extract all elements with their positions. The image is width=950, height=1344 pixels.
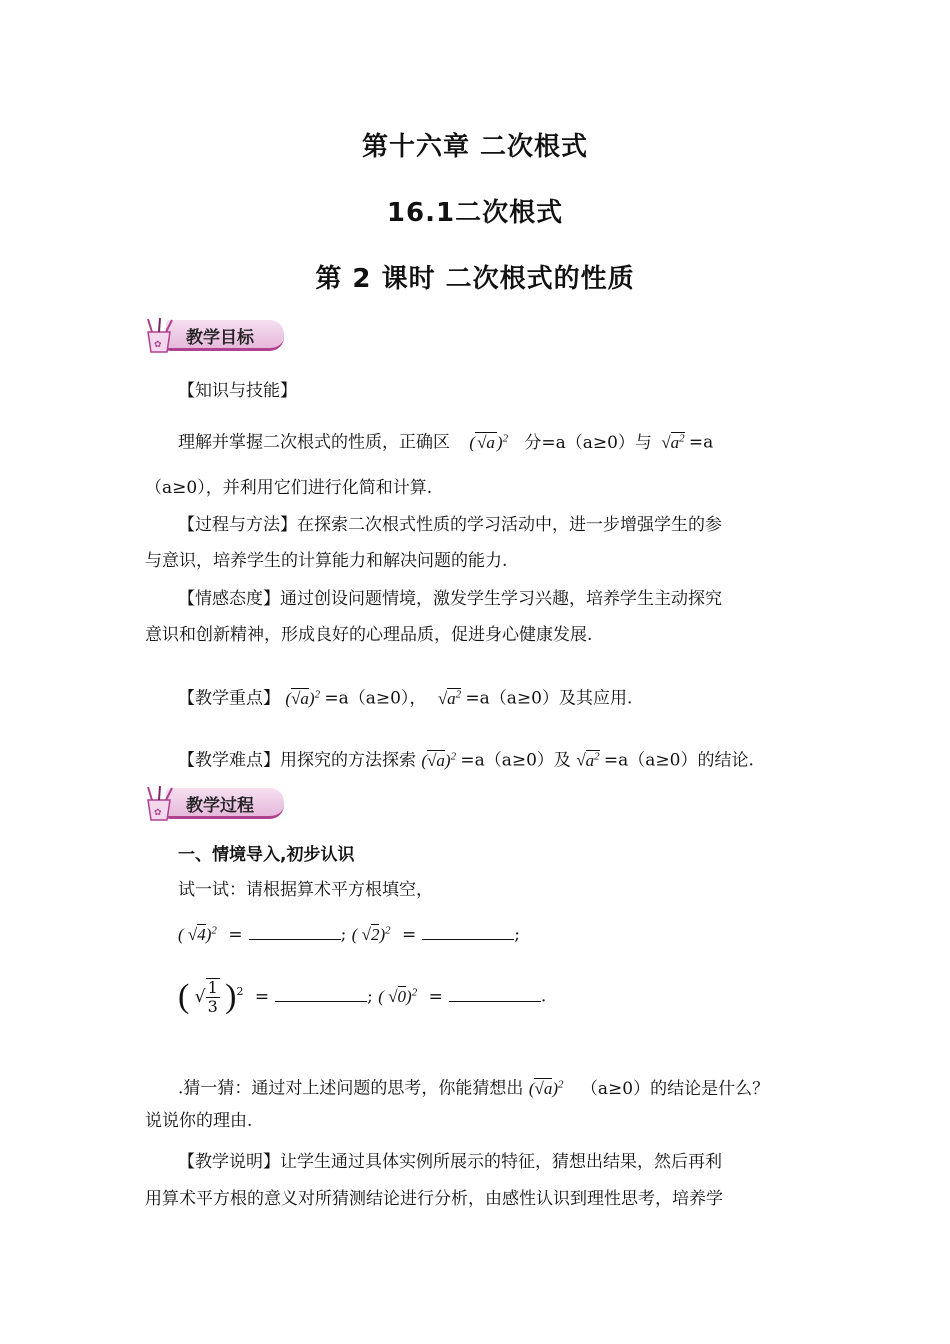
sqrt-a-squared-expr: $(√a)^2$ [421,750,457,770]
svg-text:✿: ✿ [154,808,162,818]
sqrt-2-squared: ( √2)$^2$ [351,924,391,944]
knowledge-line-1: 理解并掌握二次根式的性质，正确区 ( √a )$^2$ 分=a（a≥0）与 $√a^2 =a$ [178,432,714,453]
answer-blank[interactable] [275,985,367,1002]
exercise-row-1: ( √4)$^2$ = ; ( √2)$^2$ = ; [178,924,521,945]
sqrt-of-a-squared-expr: $√a^2$ [437,688,462,708]
sqrt-of-a-squared-expr: $√a^2$ [661,432,685,452]
goals-badge-label: 教学目标 [186,328,254,348]
answer-blank[interactable] [422,923,514,940]
emotion-goal-line-2: 意识和创新精神，形成良好的心理品质，促进身心健康发展. [145,625,593,645]
sqrt-a-squared-expr: $(√a)^2$ [528,1078,564,1098]
sqrt-0-squared: ( √0)$^2$ [378,986,418,1006]
sqrt-a-squared-expr: $(√a)^2$ [285,688,321,708]
sqrt-of-a-squared-expr: $√a^2$ [576,750,600,770]
svg-text:✿: ✿ [154,340,162,350]
lesson-title: 第 2 课时 二次根式的性质 [315,264,635,294]
knowledge-heading: 【知识与技能】 [178,381,297,401]
knowledge-line-2: （a≥0），并利用它们进行化简和计算. [145,478,433,498]
exercise-row-2: ( √ $\frac{1}{3} )^2$ = ; ( √0)$^2$ = . [178,978,547,1017]
answer-blank[interactable] [449,985,541,1002]
guess-line-2: 说说你的理由. [145,1111,253,1131]
process-goal-line-2: 与意识，培养学生的计算能力和解决问题的能力. [145,551,508,571]
note-line-2: 用算术平方根的意义对所猜测结论进行分析，由感性认识到理性思考，培养学 [145,1189,723,1209]
fraction-one-third: $\frac{1}{3}$ [207,978,218,1017]
sqrt-a-squared-expr: ( √a )$^2$ [469,432,509,452]
key-point-line: 【教学重点】 $(√a)^2 =a(a\ge 0)$， $√a^2 =a(a\ge 0)$及其应用. [178,688,633,709]
sqrt-4-squared: ( √4)$^2$ [178,924,217,944]
pencil-cup-icon [140,316,180,356]
section-heading: 一、情境导入,初步认识 [178,845,355,865]
answer-blank[interactable] [249,923,341,940]
process-goal-line-1: 【过程与方法】在探索二次根式性质的学习活动中，进一步增强学生的参 [178,515,722,535]
difficulty-line: 【教学难点】用探究的方法探索 $(√a)^2 =a(a\ge 0)$及 $√a^2 =a(a\ge 0)$的结论. [178,750,754,771]
process-badge-label: 教学过程 [186,796,254,816]
emotion-goal-line-1: 【情感态度】通过创设问题情境，激发学生学习兴趣，培养学生主动探究 [178,589,722,609]
chapter-title: 第十六章 二次根式 [361,132,589,162]
note-line-1: 【教学说明】让学生通过具体实例所展示的特征，猜想出结果，然后再利 [178,1152,722,1172]
try-line: 试一试：请根据算术平方根填空， [178,880,433,900]
process-badge [140,784,290,824]
guess-line-1: .猜一猜：通过对上述问题的思考，你能猜想出 $(√a)^2$ （a≥0）的结论是什么？ [178,1078,770,1099]
section-title: 16.1二次根式 [386,198,564,228]
goals-badge [140,316,290,356]
pencil-cup-icon [140,784,180,824]
